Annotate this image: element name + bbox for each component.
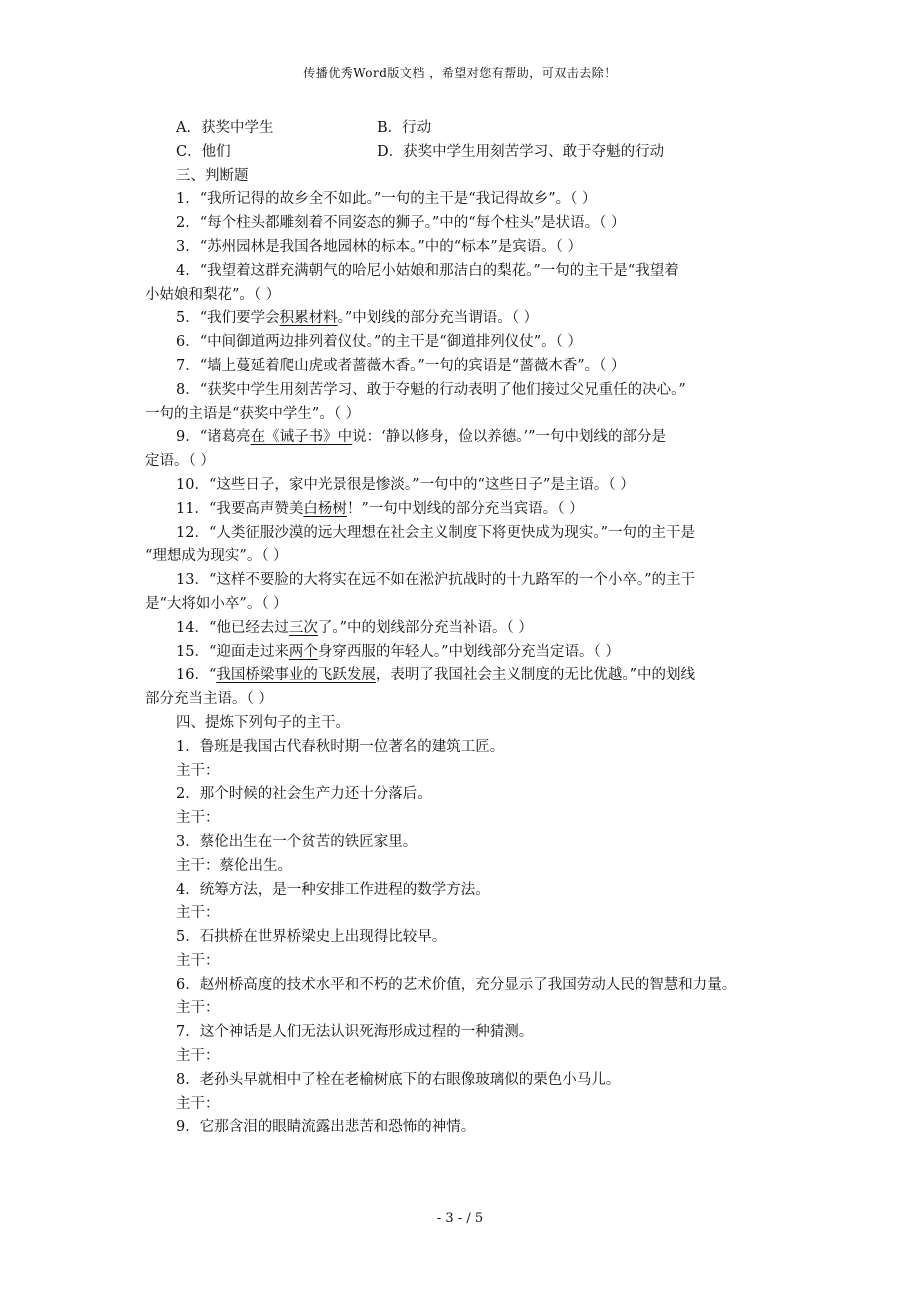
question-10: 10．“这些日子，家中光景很是惨淡。”一句中的“这些日子”是主语。（ ） [176,476,635,493]
choice-a: A．获奖中学生 [176,120,274,136]
question-7: 7．“墙上蔓延着爬山虎或者蔷薇木香。”一句的宾语是“蔷薇木香”。（ ） [176,357,626,374]
question-4-cont: 小姑娘和梨花”。（ ） [145,286,281,303]
underlined-phrase: 我国桥梁事业的飞跃发展 [216,667,376,684]
sentence-4: 4．统筹方法，是一种安排工作进程的数学方法。 [176,881,490,898]
section-heading: 四、提炼下列句子的主干。 [176,714,350,731]
choice-b: B．行动 [377,120,432,136]
question-15: 15．“迎面走过来两个身穿西服的年轻人。”中划线部分充当定语。（ ） [176,643,620,660]
sentence-1: 1．鲁班是我国古代春秋时期一位著名的建筑工匠。 [176,738,505,755]
question-12: 12．“人类征服沙漠的远大理想在社会主义制度下将更快成为现实。”一句的主干是 [176,524,696,541]
question-16-cont: 部分充当主语。（ ） [145,691,273,708]
question-12-cont: “理想成为现实”。（ ） [145,548,288,565]
answer-2: 主干： [176,810,220,827]
choice-d: D．获奖中学生用刻苦学习、敢于夺魁的行动 [377,143,665,160]
choices-row-2 [145,141,785,165]
underlined-phrase: 积累材料 [279,310,338,327]
question-3: 3．“苏州园林是我国各地园林的标本。”中的“标本”是宾语。（ ） [176,238,582,255]
question-9: 9．“诸葛亮在《诫子书》中说：‘静以修身，俭以养德。’”一句中划线的部分是 [176,429,667,446]
question-11: 11．“我要高声赞美白杨树！”一句中划线的部分充当宾语。（ ） [176,500,584,517]
page-header: 传播优秀Word版文档 ，希望对您有帮助，可双击去除！ [303,66,617,80]
sentence-7: 7．这个神话是人们无法认识死海形成过程的一种猜测。 [176,1024,534,1041]
answer-8: 主干： [176,1095,220,1112]
choices-row-1 [145,117,785,141]
sentence-3: 3．蔡伦出生在一个贫苦的铁匠家里。 [176,833,418,850]
question-2: 2．“每个柱头都雕刻着不同姿态的狮子。”中的“每个柱头”是状语。（ ） [176,215,626,232]
question-9-cont: 定语。（ ） [145,453,215,470]
question-4: 4．“我望着这群充满朝气的哈尼小姑娘和那洁白的梨花。”一句的主干是“我望着 [176,262,679,279]
document-body [145,117,785,1140]
question-6: 6．“中间御道两边排列着仪仗。”的主干是“御道排列仪仗”。（ ） [176,334,582,351]
answer-1: 主干： [176,762,220,779]
question-8-cont: 一句的主语是“获奖中学生”。（ ） [145,405,361,422]
underlined-phrase: 在《诫子书》中 [250,429,353,446]
answer-7: 主干： [176,1048,220,1065]
question-1: 1．“我所记得的故乡全不如此。”一句的主干是“我记得故乡”。（ ） [176,191,597,208]
choice-c: C．他们 [176,143,231,160]
question-14: 14．“他已经去过三次了。”中的划线部分充当补语。（ ） [176,619,533,636]
answer-6: 主干： [176,1000,220,1017]
question-13-cont: 是“大将如小卒”。（ ） [145,595,288,612]
question-5: 5．“我们要学会积累材料。”中划线的部分充当谓语。（ ） [176,310,539,327]
sentence-9: 9．它那含泪的眼睛流露出悲苦和恐怖的神情。 [176,1119,476,1136]
answer-3: 主干：蔡伦出生。 [176,857,292,874]
page-number: - 3 - / 5 [436,1211,484,1226]
section-heading: 三、判断题 [176,167,249,184]
sentence-6: 6．赵州桥高度的技术水平和不朽的艺术价值，充分显示了我国劳动人民的智慧和力量。 [176,976,737,993]
answer-4: 主干： [176,905,220,922]
underlined-phrase: 白杨树 [303,500,347,517]
sentence-5: 5．石拱桥在世界桥梁史上出现得比较早。 [176,929,447,946]
answer-5: 主干： [176,952,220,969]
sentence-8: 8．老孙头早就相中了栓在老榆树底下的右眼像玻璃似的栗色小马儿。 [176,1071,621,1088]
sentence-2: 2．那个时候的社会生产力还十分落后。 [176,786,432,803]
underlined-phrase: 三次 [288,619,318,636]
question-13: 13．“这样不要脸的大将实在远不如在淞沪抗战时的十九路军的一个小卒。”的主干 [176,572,696,589]
question-16: 16．“我国桥梁事业的飞跃发展，表明了我国社会主义制度的无比优越。”中的划线 [176,667,696,684]
question-8: 8．“获奖中学生用刻苦学习、敢于夺魁的行动表明了他们接过父兄重任的决心。” [176,381,686,398]
underlined-phrase: 两个 [288,643,318,660]
